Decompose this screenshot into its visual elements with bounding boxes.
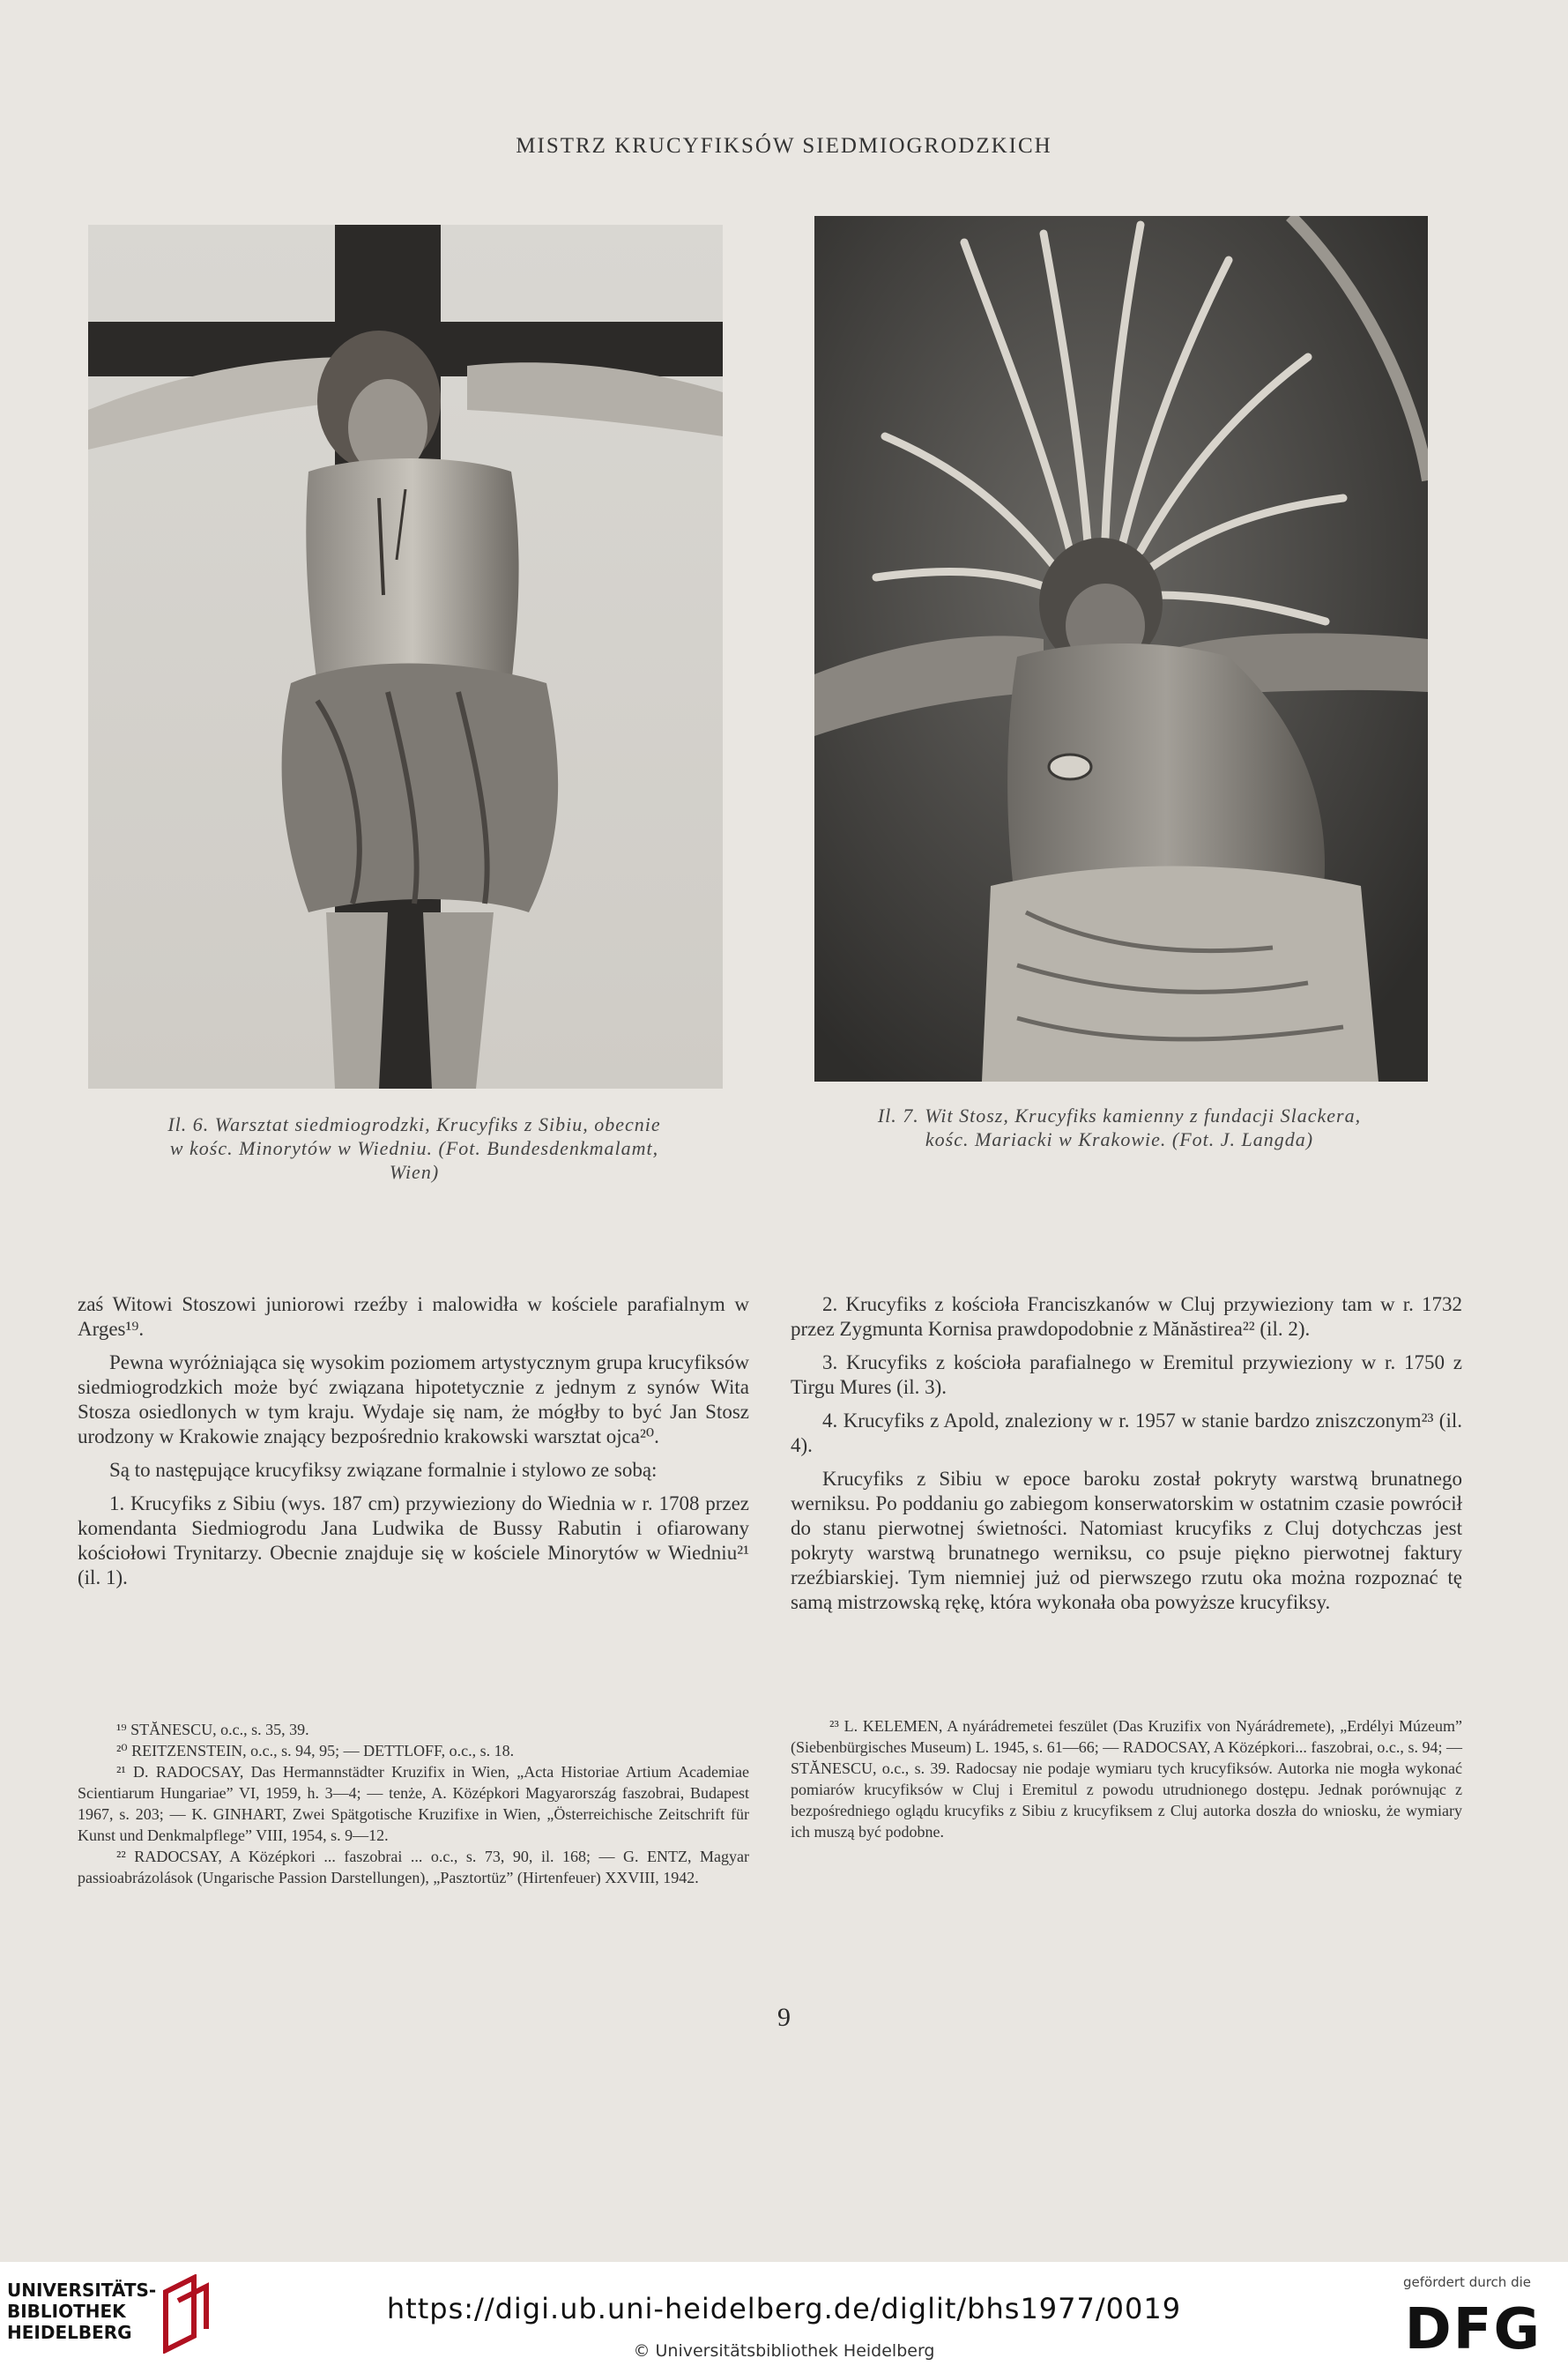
caption-line: Wien): [389, 1161, 440, 1183]
paragraph: 3. Krucyfiks z kościoła parafialnego w Eremitul przywieziony w r. 1750 z Tirgu Mures (il. 3).: [791, 1351, 1462, 1398]
caption-line: Il. 6. Warsztat siedmiogrodzki, Krucyfiks z Sibiu, obecnie: [167, 1113, 661, 1135]
viewer-footer-bar: [0, 2262, 1568, 2373]
funding-note: gefördert durch die: [1403, 2274, 1531, 2290]
permalink-url[interactable]: https://digi.ub.uni-heidelberg.de/diglit/bhs1977/0019: [386, 2292, 1182, 2325]
figure-7-caption: [793, 1104, 1445, 1151]
paragraph: Są to następujące krucyfiksy związane formalnie i stylowo ze sobą:: [109, 1459, 658, 1481]
caption-line: w kośc. Minorytów w Wiedniu. (Fot. Bundesdenkmalamt,: [169, 1137, 659, 1159]
footnote-22: ²² RADOCSAY, A Középkori ... faszobrai ... o.c., s. 73, 90, il. 168; — G. ENTZ, Magyar passioabrázolások (Ungarische Passion Darstellungen), „Pasztortüz” (Hirtenfeuer) XXVIII, 1942.: [78, 1848, 749, 1886]
paragraph: Krucyfiks z Sibiu w epoce baroku został pokryty warstwą brunatnego werniksu. Po poddaniu go zabiegom konserwatorskim w ostatnim czasie powrócił do stanu pierwotnej świetności. Natomiast krucyfiks z Cluj dotychczas jest pokryty warstwą brunatnego werniksu, co psuje piękno pierwotnej faktury rzeźbiarskiej. Tym niemniej już od pierwszego rzutu oka można rozpoznać tę samą mistrzowską rękę, która wykonała oba powyższe krucyfiksy.: [791, 1468, 1462, 1613]
paragraph: 4. Krucyfiks z Apold, znaleziony w r. 1957 w stanie bardzo zniszczonym²³ (il. 4).: [791, 1410, 1462, 1456]
caption-line: Il. 7. Wit Stosz, Krucyfiks kamienny z fundacji Slackera,: [877, 1105, 1362, 1127]
dfg-logo: DFG: [1404, 2297, 1542, 2362]
figure-6-crucifix-photo: [88, 225, 723, 1089]
running-header: MISTRZ KRUCYFIKSÓW SIEDMIOGRODZKICH: [516, 134, 1052, 158]
footnotes-left: [78, 1719, 749, 1888]
footnote-20: ²⁰ REITZENSTEIN, o.c., s. 94, 95; — DETTLOFF, o.c., s. 18.: [116, 1742, 515, 1759]
paragraph: 1. Krucyfiks z Sibiu (wys. 187 cm) przywieziony do Wiednia w r. 1708 przez komendanta Siedmiogrodu Jana Ludwika de Bussy Rabutin i ofiarowany kościołowi Trynitarzy. Obecnie znajduje się w kościele Minorytów w Wiedniu²¹ (il. 1).: [78, 1492, 749, 1588]
body-text-right-column: [791, 1292, 1462, 1624]
figure-6-caption: [71, 1112, 758, 1184]
body-text-left-column: [78, 1292, 749, 1599]
footnote-23: ²³ L. KELEMEN, A nyárádremetei feszület (Das Kruzifix von Nyárádremete), „Erdélyi Múzeum” (Siebenbürgisches Museum) L. 1945, s. 61—66; — RADOCSAY, A Középkori... faszobrai, o.c., s. 94; — STĂNESCU, o.c., s. 39. Radocsay nie podaje wymiaru tych krucyfiksów. Autorka nie mogła wykonać pomiarów krucyfiksów w Cluj i Eremitul z powodu utrudnionego dostępu. Jednak porównując z bezpośredniego oglądu krucyfiks z Sibiu z krucyfiksem z Cluj autorka doszła do wniosku, że wymiary ich muszą być podobne.: [791, 1717, 1462, 1841]
library-name-line: UNIVERSITÄTS-: [7, 2280, 157, 2301]
footnote-19: ¹⁹ STĂNESCU, o.c., s. 35, 39.: [116, 1721, 309, 1738]
page-number: 9: [777, 2003, 791, 2032]
library-name-line: HEIDELBERG: [7, 2322, 132, 2343]
footnote-21: ²¹ D. RADOCSAY, Das Hermannstädter Kruzifix in Wien, „Acta Historiae Artium Academiae Scientiarum Hungariae” VI, 1959, h. 3—4; — tenże, A. Középkori Magyarország faszobrai, Budapest 1967, s. 203; — K. GINHART, Zwei Spätgotische Kruzifixe in Wien, „Österreichische Zeitschrift für Kunst und Denkmalpflege” VIII, 1954, s. 9—12.: [78, 1763, 749, 1844]
figure-7-crucifix-photo: [814, 216, 1428, 1082]
paragraph: Pewna wyróżniająca się wysokim poziomem artystycznym grupa krucyfiksów siedmiogrodzkich może być związana hipotetycznie z jednym z synów Wita Stosza osiedlonych w tym kraju. Wydaje się nam, że mógłby to być Jan Stosz urodzony w Krakowie znający bezpośrednio krakowski warsztat ojca²⁰.: [78, 1351, 749, 1447]
footnotes-right: [791, 1715, 1462, 1842]
library-name-line: BIBLIOTHEK: [7, 2301, 126, 2322]
paragraph: 2. Krucyfiks z kościoła Franciszkanów w Cluj przywieziony tam w r. 1732 przez Zygmunta Kornisa prawdopodobnie z Mănăstirea²² (il. 2).: [791, 1293, 1462, 1340]
paragraph: zaś Witowi Stoszowi juniorowi rzeźby i malowidła w kościele parafialnym w Arges¹⁹.: [78, 1293, 749, 1340]
copyright-notice: © Universitätsbibliothek Heidelberg: [633, 2341, 935, 2361]
caption-line: kośc. Mariacki w Krakowie. (Fot. J. Langda): [925, 1128, 1314, 1150]
